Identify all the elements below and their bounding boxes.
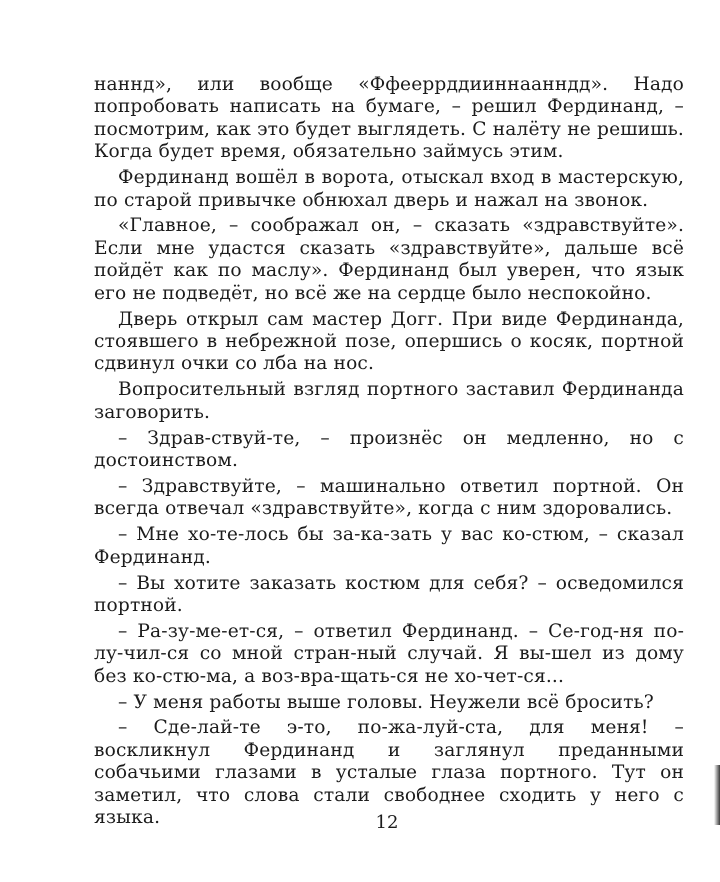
paragraph: Вопросительный взгляд портного заставил Фердинанда заговорить.	[94, 379, 684, 423]
paragraph: – Здрав-ствуй-те, – произнёс он медленно, но с достоинством.	[94, 427, 684, 471]
paragraph: – Ра-зу-ме-ет-ся, – ответил Фердинанд. – Се-год-ня по-лу-чил-ся со мной стран-ный случай. Я вы-шел из дому без ко-стю-ма, а воз-вра-щать-ся не хо-чет-ся...	[94, 620, 684, 687]
paragraph: – Вы хотите заказать костюм для себя? – осведомился портной.	[94, 572, 684, 616]
paragraph: Дверь открыл сам мастер Догг. При виде Фердинанда, стоявшего в небрежной позе, опершись о косяк, портной сдвинул очки со лба на нос.	[94, 308, 684, 375]
paragraph: «Главное, – соображал он, – сказать «здравствуйте». Если мне удастся сказать «здравствуйте», дальше всё пойдёт как по маслу». Фердинанд был уверен, что язык его не подведёт, но всё же на сердце было неспокойно.	[94, 215, 684, 304]
page-text	[94, 74, 684, 830]
page-number: 12	[375, 812, 399, 833]
paragraph: наннд», или вообще «Ффееррддииннаанндд». Надо попробовать написать на бумаге, – решил Фердинанд, – посмотрим, как это будет выглядеть. С налёту не решишь. Когда будет время, обязательно займусь этим.	[94, 74, 684, 163]
paragraph: – Сде-лай-те э-то, по-жа-луй-ста, для меня! – воскликнул Фердинанд и заглянул преданными собачьими глазами в усталые глаза портного. Тут он заметил, что слова стали свободнее сходить у него с языка.	[94, 717, 684, 829]
page-edge-shadow	[714, 765, 720, 825]
paragraph: – Здравствуйте, – машинально ответил портной. Он всегда отвечал «здравствуйте», когда с ним здоровались.	[94, 475, 684, 520]
paragraph: – Мне хо-те-лось бы за-ка-зать у вас ко-стюм, – сказал Фердинанд.	[94, 524, 684, 568]
paragraph: Фердинанд вошёл в ворота, отыскал вход в мастерскую, по старой привычке обнюхал дверь и нажал на звонок.	[94, 167, 684, 211]
paragraph: – У меня работы выше головы. Неужели всё бросить?	[118, 691, 654, 713]
